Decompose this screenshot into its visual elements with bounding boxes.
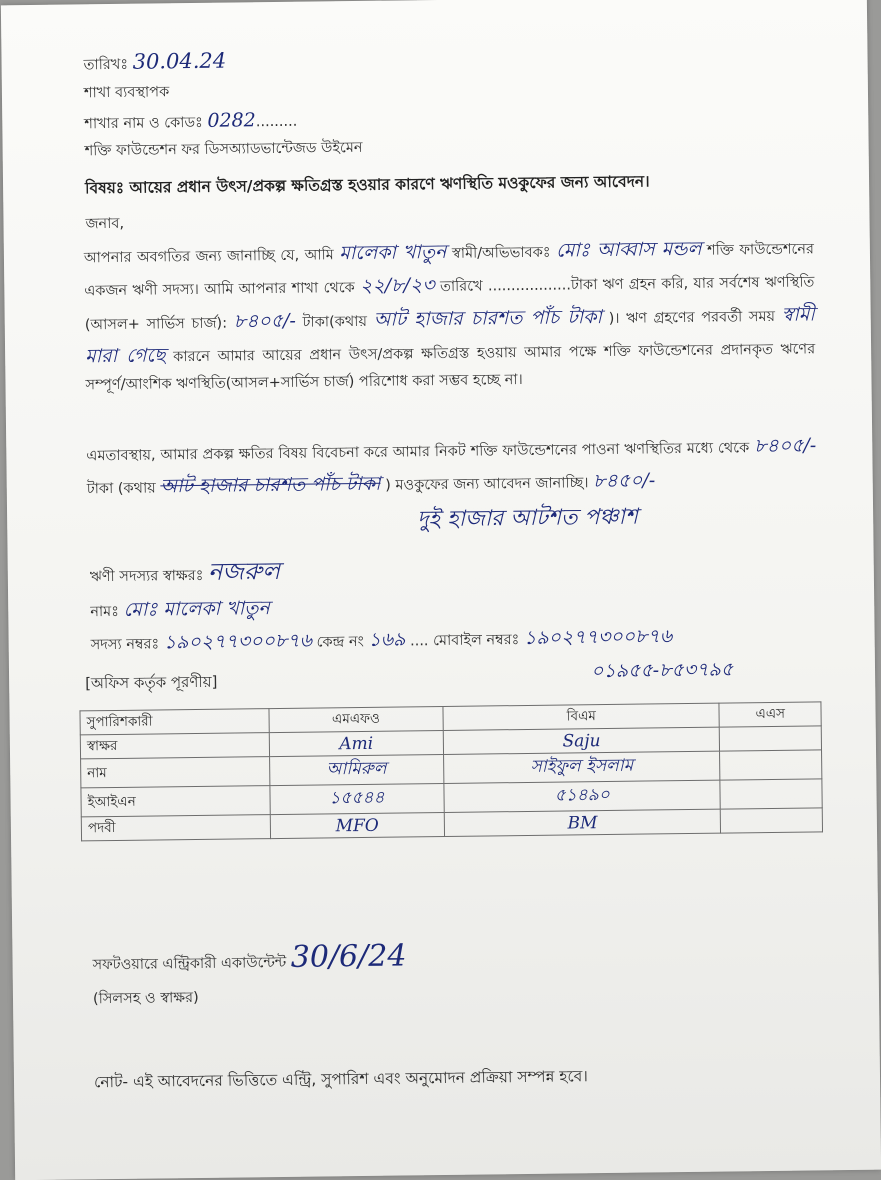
- mfo-ein: ১৫৫৪৪: [329, 787, 385, 809]
- p1-text-3: শক্তি ফাউন্ডেশনের একজন ঋণী সদস্য। আমি আপনার শাখা থেকে: [84, 241, 815, 300]
- row-label: পদবী: [81, 815, 270, 841]
- applicant-name-label: নামঃ: [90, 603, 120, 621]
- branch-line: শাখার নাম ও কোডঃ 0282.........: [84, 109, 298, 133]
- bm-name: সাইফুল ইসলাম: [530, 755, 634, 777]
- accountant-line-1: [92, 930, 407, 986]
- member-number-value: ১৯০২৭৭৩০০৮৭৬: [163, 629, 313, 654]
- branch-value: 0282: [207, 109, 256, 132]
- p1-text-7: কারনে আমার আয়ের প্রধান উৎস/প্রকল্প ক্ষতিগ্রস্ত হওয়ায় আমার পক্ষে শক্তি ফাউন্ডেশনের প্রদানকৃত ঋণের সম্পূর্ণ/আংশিক ঋণস্থিতি(আসল+সার্ভিস চার্জ) পরিশোধ করা সম্ভব হচ্ছে না।: [85, 341, 816, 394]
- center-label: কেন্দ্র নং: [316, 634, 364, 651]
- balance-words-handwritten: আট হাজার চারশত পাঁচ টাকা: [373, 305, 603, 331]
- mobile-label: মোবাইল নম্বরঃ: [432, 632, 520, 650]
- subject-line: বিষয়ঃ আয়ের প্রধান উৎস/প্রকল্প ক্ষতিগ্রস্ত হওয়ার কারণে ঋণস্থিতি মওকুফের জন্য আবেদন।: [84, 172, 650, 198]
- row-label: ইআইএন: [81, 786, 270, 817]
- col-as: এএস: [719, 702, 821, 727]
- row-label: স্বাক্ষর: [80, 733, 269, 759]
- date-value: 30.04.24: [132, 48, 227, 74]
- applicant-member-line: সদস্য নম্বরঃ ১৯০২৭৭৩০০৮৭৬ কেন্দ্র নং ১৬৯ .... মোবাইল নম্বরঃ ১৯০২৭৭৩০০৮৭৬: [90, 625, 673, 654]
- paragraph-loan-details: [84, 231, 816, 398]
- p2-text-2: টাকা (কথায়: [86, 480, 156, 498]
- col-recommender: সুপারিশকারী: [80, 709, 269, 735]
- mobile-value: ১৯০২৭৭৩০০৮৭৬: [523, 625, 673, 650]
- as-name: [720, 750, 822, 780]
- waiver-amount-handwritten: ৮৪০৫/-: [753, 434, 817, 458]
- accountant-label: সফটওয়ারে এন্ট্রিকারী একাউন্টেন্ট: [92, 954, 287, 974]
- waiver-extra-words-handwritten: দুই হাজার আটশত পঞ্চাশ: [417, 504, 639, 532]
- date-label: তারিখঃ: [83, 56, 129, 74]
- col-mfo: এমএফও: [269, 706, 443, 732]
- member-number-label: সদস্য নম্বরঃ: [90, 636, 160, 654]
- applicant-signature: নজরুল: [207, 556, 281, 586]
- p1-text-2: স্বামী/অভিভাবকঃ: [451, 244, 551, 262]
- as-designation: [721, 808, 823, 833]
- p2-text-1: এমতাবস্থায়, আমার প্রকল্প ক্ষতির বিষয় বিবেচনা করে আমার নিকট শক্তি ফাউন্ডেশনের পাওনা ঋণস্থিতির মধ্যে থেকে: [86, 440, 750, 465]
- organization-name: শক্তি ফাউন্ডেশন ফর ডিসঅ্যাডভান্টেজড উইমেন: [84, 140, 363, 160]
- member-name-handwritten: মালেকা খাতুন: [339, 240, 447, 265]
- waiver-amount2-handwritten: ৮৪৫০/-: [592, 469, 656, 493]
- p1-text-4: তারিখে ..................টাকা ঋণ গ্রহন করি, যার সর্বশেষ ঋণস্থিতি (আসল+ সার্ভিস চার্জ):: [84, 274, 815, 333]
- header: [83, 41, 362, 165]
- as-signature: [720, 726, 822, 751]
- as-ein: [720, 779, 822, 809]
- applicant-sign-label: ঋণী সদস্যর স্বাক্ষরঃ: [89, 567, 204, 586]
- branch-label: শাখার নাম ও কোডঃ: [84, 115, 203, 133]
- bm-designation: BM: [567, 812, 598, 833]
- accountant-block: [92, 930, 407, 1012]
- mfo-name: আমিরুল: [326, 758, 387, 780]
- loan-date-handwritten: ২২/৮/২৩: [359, 274, 435, 298]
- bm-ein: ৫১৪৯০: [554, 784, 610, 806]
- mfo-signature: Ami: [339, 733, 374, 754]
- office-use-label: [অফিস কর্তৃক পূরণীয়]: [85, 672, 218, 693]
- salutation: জনাব,: [85, 215, 125, 233]
- p1-text-5: টাকা(কথায়: [302, 313, 368, 331]
- accountant-signature-date: 30/6/24: [290, 938, 407, 975]
- accountant-seal-label: (সিলসহ ও স্বাক্ষর): [92, 989, 199, 1007]
- mfo-designation: MFO: [335, 815, 379, 836]
- reason-handwritten: স্বামী মারা গেছে: [85, 302, 815, 368]
- applicant-name-value: মোঃ মালেকা খাতুন: [123, 597, 270, 621]
- balance-handwritten: ৮৪০৫/-: [233, 309, 296, 333]
- footer-note: নোট- এই আবেদনের ভিত্তিতে এন্ট্রি, সুপারিশ এবং অনুমোদন প্রক্রিয়া সম্পন্ন হবে।: [93, 1067, 588, 1092]
- center-value: ১৬৯: [368, 628, 406, 652]
- date-line: [83, 41, 361, 81]
- col-bm: বিএম: [443, 703, 720, 730]
- recipient: শাখা ব্যবস্থাপক: [83, 84, 170, 102]
- bm-signature: Saju: [562, 730, 601, 752]
- mobile-value-2: ০১৯৫৫-৮৫৩৭৯৫: [590, 657, 734, 682]
- paragraph-waiver-request: [86, 429, 817, 543]
- row-label: নাম: [81, 757, 270, 788]
- waiver-words-handwritten: আট হাজার চারশত পাঁচ টাকা: [160, 472, 381, 498]
- application-document: [1, 0, 881, 1180]
- p1-text-6: )। ঋণ গ্রহণের পরবর্তী সময়: [608, 308, 776, 327]
- p1-text-1: আপনার অবগতির জন্য জানাচ্ছি যে, আমি: [83, 247, 334, 267]
- guardian-handwritten: মোঃ আব্বাস মন্ডল: [555, 237, 702, 262]
- p2-text-3: ) মওকুফের জন্য আবেদন জানাচ্ছি।: [385, 475, 589, 494]
- office-use-table: [79, 701, 823, 841]
